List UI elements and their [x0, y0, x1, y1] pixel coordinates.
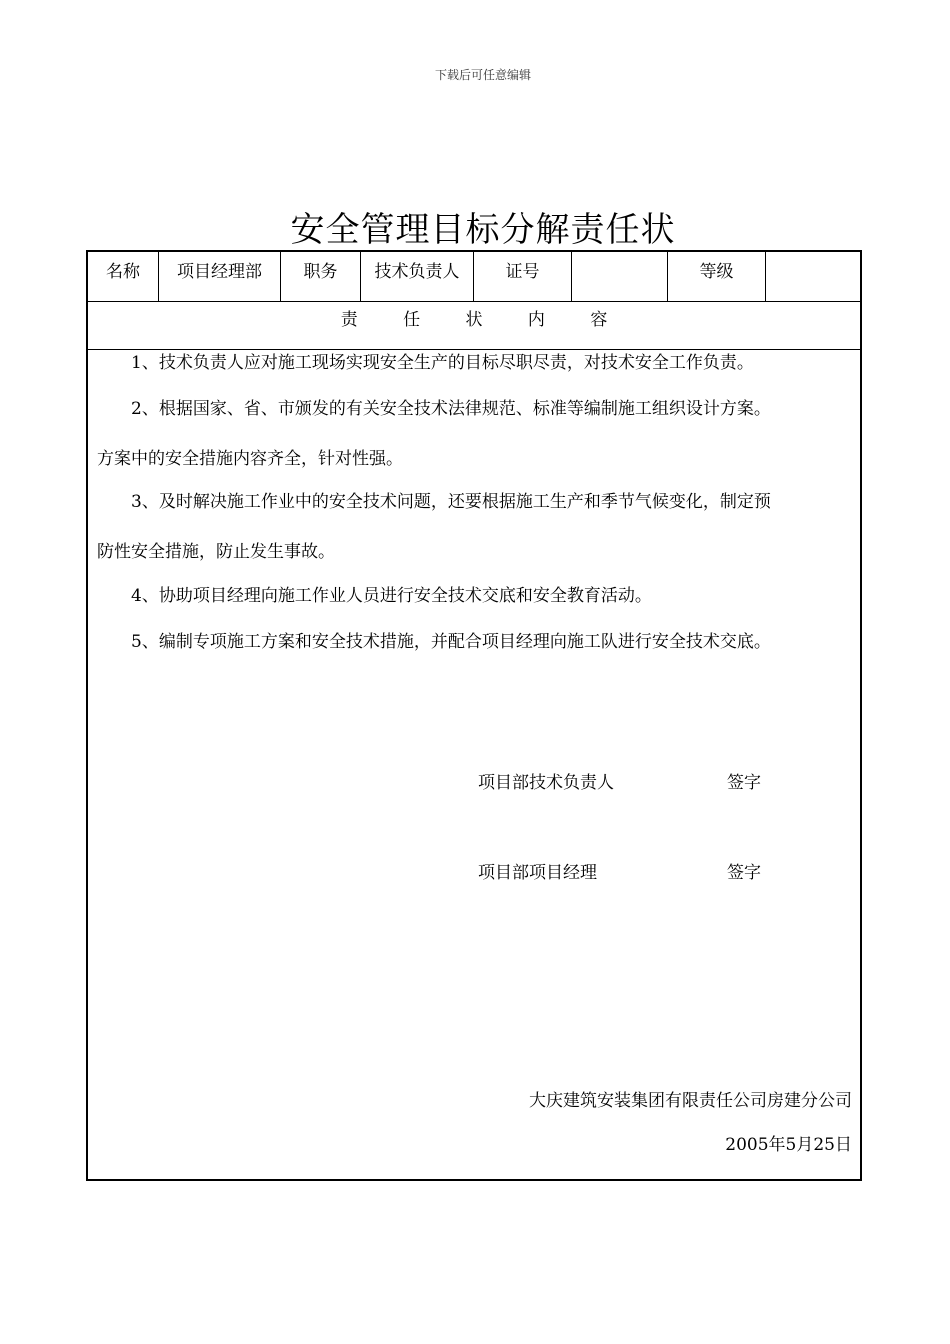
cert-label: 证号: [474, 252, 572, 301]
manager-sign-label: 签字: [727, 863, 761, 883]
company-name: 大庆建筑安装集团有限责任公司房建分公司: [529, 1091, 852, 1111]
position-value: 技术负责人: [361, 252, 474, 301]
heading-char: 责: [340, 310, 358, 330]
clause-2-line-2: 方案中的安全措施内容齐全，针对性强。: [97, 449, 403, 469]
document-title: 安全管理目标分解责任状: [290, 210, 676, 250]
content-heading: [88, 302, 860, 350]
clause-4: 4、协助项目经理向施工作业人员进行安全技术交底和安全教育活动。: [97, 586, 652, 606]
clause-1: 1、技术负责人应对施工现场实现安全生产的目标尽职尽责，对技术安全工作负责。: [97, 353, 754, 373]
name-label: 名称: [88, 252, 159, 301]
info-row: [88, 252, 860, 302]
tech-lead-sign-label: 签字: [727, 773, 761, 793]
clause-3-line-1: 3、及时解决施工作业中的安全技术问题，还要根据施工生产和季节气候变化，制定预: [97, 492, 771, 512]
clause-5: 5、编制专项施工方案和安全技术措施，并配合项目经理向施工队进行安全技术交底。: [97, 632, 771, 652]
responsibility-form: [86, 250, 862, 1181]
clause-3-line-2: 防性安全措施，防止发生事故。: [97, 542, 335, 562]
header-note: 下载后可任意编辑: [434, 68, 531, 82]
heading-char: 状: [465, 310, 483, 330]
heading-char: 内: [527, 310, 545, 330]
grade-value: [766, 252, 860, 301]
heading-char: 任: [403, 310, 421, 330]
position-label: 职务: [281, 252, 361, 301]
clause-2-line-1: 2、根据国家、省、市颁发的有关安全技术法律规范、标准等编制施工组织设计方案。: [97, 399, 771, 419]
tech-lead-label: 项目部技术负责人: [478, 773, 614, 793]
cert-value: [572, 252, 668, 301]
document-date: 2005年5月25日: [725, 1135, 852, 1155]
name-value: 项目经理部: [159, 252, 281, 301]
manager-label: 项目部项目经理: [478, 863, 597, 883]
heading-char: 容: [590, 310, 608, 330]
grade-label: 等级: [668, 252, 766, 301]
